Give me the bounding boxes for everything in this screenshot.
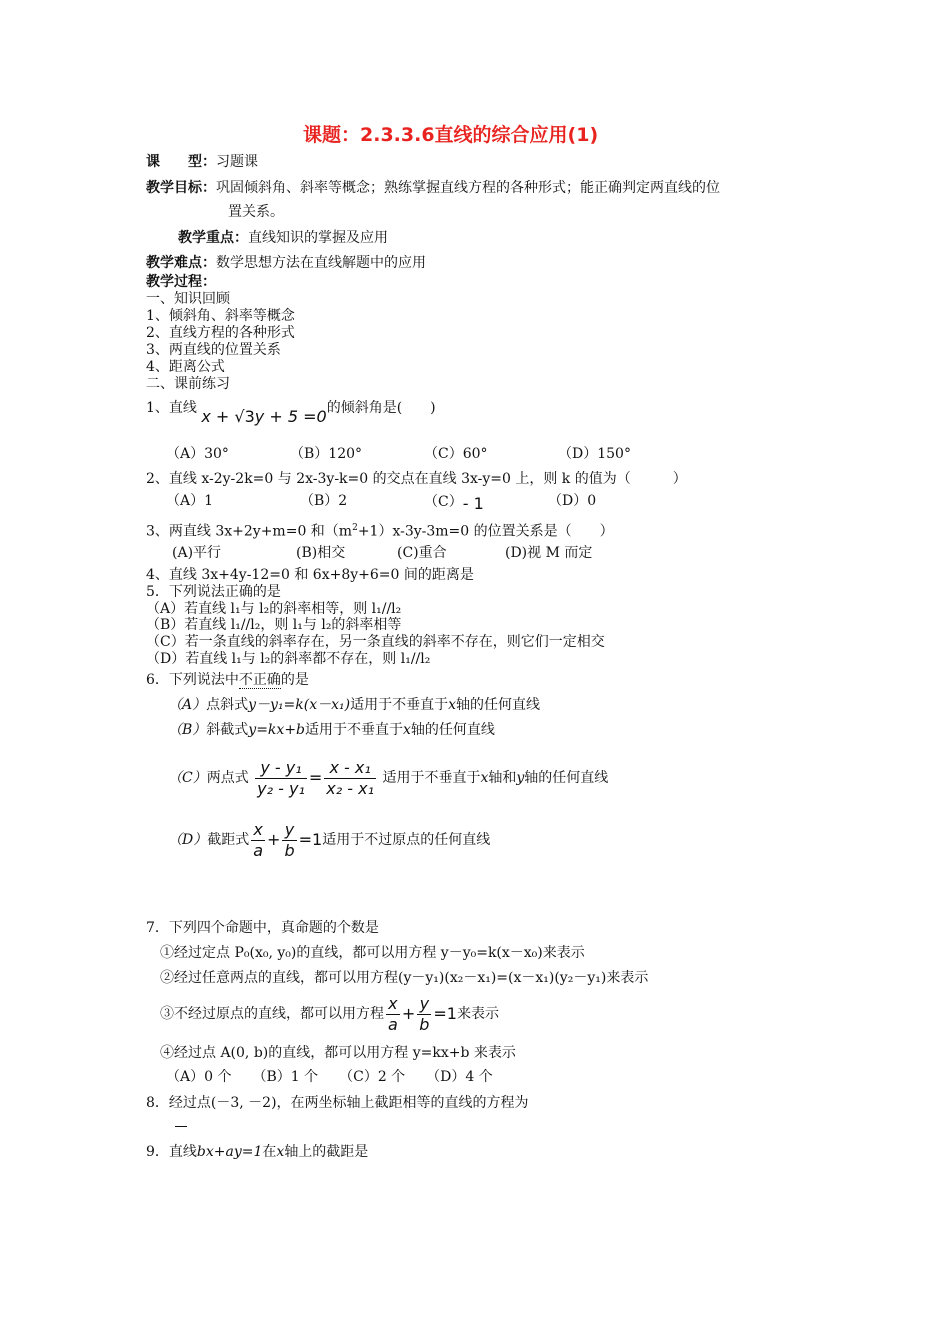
meta-difficulty	[146, 254, 426, 272]
q1-suffix: 的倾斜角是( )	[326, 400, 436, 416]
q1-formula: x + √3y + 5 =0	[201, 407, 327, 426]
q2-option-c: （C）- 1	[424, 494, 484, 513]
practice-heading: 二、课前练习	[146, 376, 230, 392]
q1-option-d: （D）150°	[558, 446, 631, 462]
meta-goal	[146, 179, 720, 197]
review-item: 4、距离公式	[146, 359, 225, 375]
question-5: 5．下列说法正确的是	[146, 584, 281, 600]
q7-statement-1: ①经过定点 P₀(x₀, y₀)的直线，都可以用方程 y－y₀=k(x－x₀)来表示	[160, 945, 585, 961]
q1-prefix: 1、直线	[146, 400, 197, 416]
type-label: 课 型：	[146, 154, 216, 170]
q7-statement-4: ④经过点 A(0, b)的直线，都可以用方程 y=kx+b 来表示	[160, 1045, 516, 1061]
intercept-fraction-y: $\frac{y}{b}$	[284, 819, 295, 860]
question-1	[146, 398, 436, 426]
meta-key	[178, 229, 388, 247]
q5-option-d: （D）若直线 l₁与 l₂的斜率都不存在，则 l₁//l₂	[146, 651, 431, 667]
key-label: 教学重点：	[178, 230, 248, 246]
q2-option-d: （D）0	[548, 493, 597, 509]
goal-label: 教学目标：	[146, 180, 216, 196]
question-8: 8．经过点(－3, －2)，在两坐标轴上截距相等的直线的方程为	[146, 1095, 529, 1111]
q5-option-c: （C）若一条直线的斜率存在，另一条直线的斜率不存在，则它们一定相交	[146, 634, 605, 650]
question-2: 2、直线 x-2y-2k=0 与 2x-3y-k=0 的交点在直线 3x-y=0 上，则 k 的值为（ ）	[146, 471, 687, 487]
diff-value: 数学思想方法在直线解题中的应用	[216, 255, 426, 271]
goal-value-2: 置关系。	[228, 204, 284, 220]
diff-label: 教学难点：	[146, 255, 216, 271]
answer-blank	[175, 1126, 187, 1127]
review-heading: 一、知识回顾	[146, 291, 230, 307]
q7-statement-3: ③不经过原点的直线，都可以用方程 $\frac{x}{a}$ + $\frac{y}{b}$ =1来表示	[160, 993, 499, 1034]
q7-statement-2: ②经过任意两点的直线，都可以用方程(y－y₁)(x₂－x₁)=(x－x₁)(y₂－y₁)来表示	[160, 970, 649, 986]
q2-option-c-value: - 1	[462, 494, 484, 513]
intercept-fraction-y: $\frac{y}{b}$	[419, 993, 430, 1034]
q3-option-b: (B)相交	[296, 545, 346, 561]
underlined-text: 不正确	[238, 672, 281, 688]
q5-option-a: （A）若直线 l₁与 l₂的斜率相等，则 l₁//l₂	[146, 601, 402, 617]
meta-type	[146, 153, 258, 171]
q3-option-d: (D)视 M 而定	[505, 545, 593, 561]
goal-value-1: 巩固倾斜角、斜率等概念；熟练掌握直线方程的各种形式；能正确判定两直线的位	[216, 180, 720, 196]
type-value: 习题课	[216, 154, 258, 170]
two-point-fraction-right: $\frac{\text{x - x₁}}{\text{x₂ - x₁}}$	[326, 757, 375, 798]
q2-option-b: （B）2	[300, 493, 348, 509]
intercept-fraction-x: $\frac{x}{a}$	[253, 819, 264, 860]
q6-option-b: （B）斜截式y=kx+b适用于不垂直于x轴的任何直线	[168, 722, 495, 738]
q7-options: （A）0 个 （B）1 个 （C）2 个 （D）4 个	[166, 1069, 493, 1085]
q6-option-d: （D）截距式 $\frac{x}{a}$ + $\frac{y}{b}$ =1适用于不过原点的任何直线	[168, 819, 491, 860]
review-item: 1、倾斜角、斜率等概念	[146, 308, 295, 324]
key-value: 直线知识的掌握及应用	[248, 230, 388, 246]
question-9: 9．直线bx+ay=1在x轴上的截距是	[146, 1144, 369, 1160]
sqrt-symbol: √3	[234, 407, 255, 426]
two-point-fraction-left: $\frac{\text{y - y₁}}{\text{y₂ - y₁}}$	[257, 757, 305, 798]
question-4: 4、直线 3x+4y-12=0 和 6x+8y+6=0 间的距离是	[146, 567, 474, 583]
q6-option-a: （A）点斜式y－y₁=k(x－x₁)适用于不垂直于x轴的任何直线	[168, 697, 541, 713]
q5-option-b: （B）若直线 l₁//l₂，则 l₁与 l₂的斜率相等	[146, 617, 402, 633]
question-6: 6．下列说法中不正确的是	[146, 672, 309, 688]
question-3: 3、两直线 3x+2y+m=0 和$(m^2+1)x-3y-3m=0$ 的位置关系是（ ）	[146, 523, 614, 540]
q3-option-c: (C)重合	[397, 545, 447, 561]
q3-option-a: (A)平行	[172, 545, 222, 561]
question-7: 7．下列四个命题中，真命题的个数是	[146, 920, 379, 936]
review-item: 3、两直线的位置关系	[146, 342, 281, 358]
q1-option-b: （B）120°	[290, 446, 363, 462]
q2-option-a: （A）1	[166, 493, 214, 509]
process-label: 教学过程：	[146, 274, 216, 290]
q1-option-a: （A）30°	[166, 446, 229, 462]
review-item: 2、直线方程的各种形式	[146, 325, 295, 341]
q6-option-c: （C）两点式 $\frac{\text{y - y₁}}{\text{y₂ - y₁}}$ = $\frac{\text{x - x₁}}{\text{x₂ - x₁}}$ 适用于不垂直于x轴和y轴的任何直线	[168, 757, 609, 798]
page-title: 课题：2.3.3.6直线的综合应用(1)	[303, 124, 599, 146]
q1-option-c: （C）60°	[424, 446, 488, 462]
intercept-fraction-x: $\frac{x}{a}$	[388, 993, 398, 1034]
